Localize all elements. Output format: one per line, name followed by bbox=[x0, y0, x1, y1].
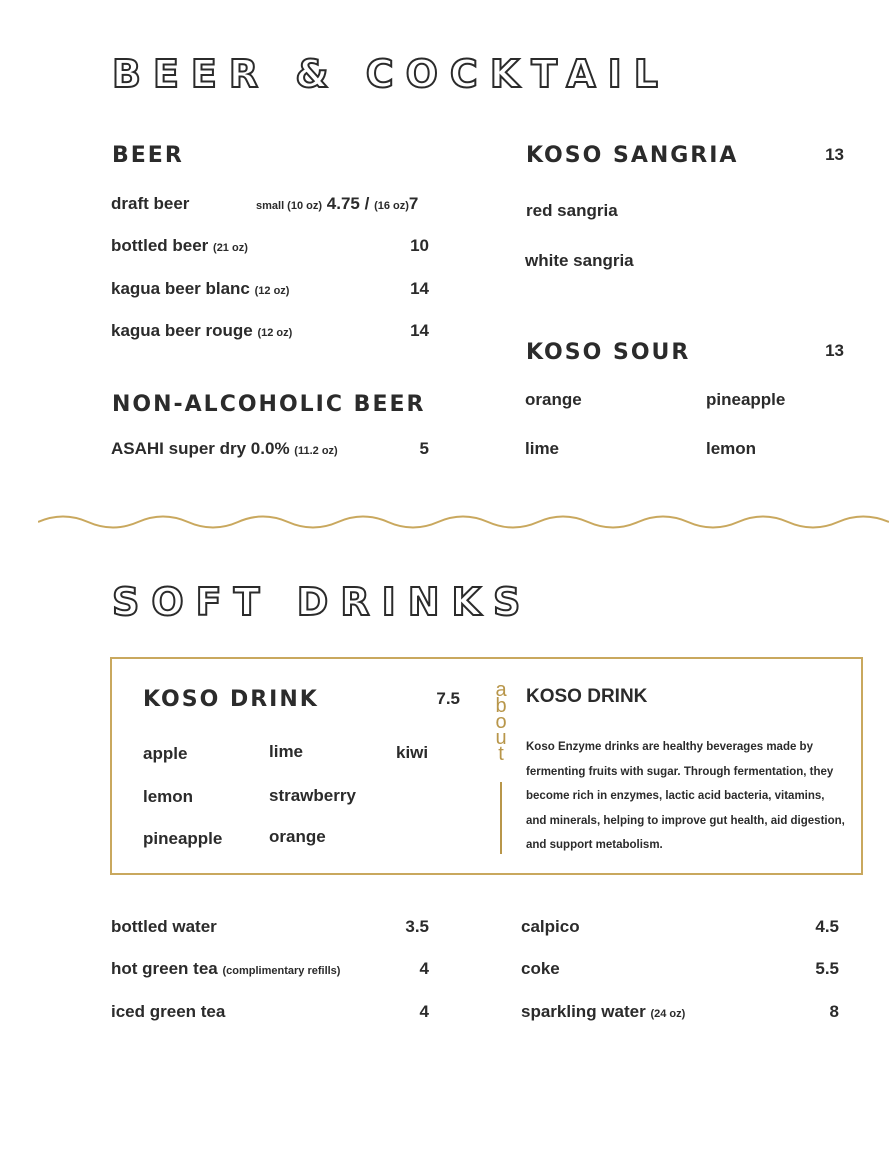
sour-item: orange bbox=[525, 390, 582, 409]
menu-item-price: 4 bbox=[419, 959, 429, 978]
soft-drinks-title: SOFT DRINKS bbox=[112, 580, 533, 624]
koso-sangria-heading: KOSO SANGRIA bbox=[526, 143, 739, 168]
menu-item-price: 5 bbox=[419, 439, 429, 458]
about-letter: a bbox=[495, 679, 507, 701]
menu-item-price: 10 bbox=[410, 236, 429, 255]
koso-flavor: apple bbox=[143, 744, 188, 763]
menu-item-price: 14 bbox=[410, 279, 429, 298]
menu-item bbox=[111, 279, 289, 299]
menu-item-note: (11.2 oz) bbox=[294, 445, 338, 457]
draft-large-note: (16 oz) bbox=[374, 200, 409, 212]
wave-divider bbox=[38, 510, 889, 534]
soft-drink-item bbox=[111, 1002, 225, 1022]
menu-item bbox=[111, 236, 248, 256]
koso-flavor: kiwi bbox=[396, 743, 429, 762]
menu-item-note: (12 oz) bbox=[254, 285, 290, 297]
menu-item bbox=[111, 439, 338, 459]
menu-item-price: 4 bbox=[419, 1002, 429, 1021]
menu-item-price: 8 bbox=[829, 1002, 839, 1021]
draft-beer-prices bbox=[256, 194, 418, 214]
sangria-item: red sangria bbox=[526, 201, 618, 220]
about-letter: o bbox=[495, 711, 507, 733]
menu-item-name: kagua beer blanc bbox=[111, 279, 250, 298]
menu-item-name: hot green tea bbox=[111, 959, 218, 978]
draft-small-note: small (10 oz) bbox=[256, 200, 323, 212]
koso-drink-price: 7.5 bbox=[436, 689, 460, 708]
about-letter: t bbox=[498, 743, 504, 765]
sour-item: lime bbox=[525, 439, 560, 458]
draft-small-price: 4.75 bbox=[326, 194, 360, 213]
about-label bbox=[493, 679, 509, 765]
menu-item-name: bottled water bbox=[111, 917, 217, 936]
about-divider-line bbox=[500, 782, 502, 854]
koso-flavor: strawberry bbox=[269, 786, 356, 805]
koso-flavor: pineapple bbox=[143, 829, 223, 848]
soft-drink-item bbox=[521, 1002, 685, 1022]
about-letter: b bbox=[495, 695, 507, 717]
menu-item-name: sparkling water bbox=[521, 1002, 646, 1021]
menu-item-note: (24 oz) bbox=[650, 1008, 686, 1020]
menu-item-name: kagua beer rouge bbox=[111, 321, 253, 340]
about-heading: KOSO DRINK bbox=[526, 686, 648, 707]
koso-sangria-price: 13 bbox=[825, 145, 844, 164]
menu-item-name: iced green tea bbox=[111, 1002, 226, 1021]
soft-drink-item bbox=[111, 959, 340, 979]
draft-separator: / bbox=[364, 194, 370, 213]
menu-item-price: 3.5 bbox=[405, 917, 429, 936]
menu-item-price: 14 bbox=[410, 321, 429, 340]
non-alcoholic-heading: NON-ALCOHOLIC BEER bbox=[112, 392, 426, 417]
page-title: BEER & COCKTAIL bbox=[112, 52, 670, 96]
koso-drink-heading: KOSO DRINK bbox=[143, 687, 319, 712]
menu-item-price: 4.5 bbox=[815, 917, 839, 936]
draft-large-price: 7 bbox=[408, 194, 419, 213]
koso-sour-heading: KOSO SOUR bbox=[526, 340, 691, 365]
koso-flavor: orange bbox=[269, 827, 326, 846]
menu-item-note: (21 oz) bbox=[213, 242, 248, 254]
menu-item-price: 5.5 bbox=[815, 959, 839, 978]
beer-heading: BEER bbox=[112, 143, 184, 168]
menu-item-name: ASAHI super dry 0.0% bbox=[111, 439, 290, 458]
sour-item: pineapple bbox=[706, 390, 786, 409]
sangria-item: white sangria bbox=[525, 251, 634, 270]
soft-drink-item bbox=[521, 917, 580, 937]
about-description: Koso Enzyme drinks are healthy beverages made by fermenting fruits with sugar. Through fermentation, they become rich in enzymes, lactic acid bacteria, vitamins, and minerals, helping to improve gut health, aid digestion, and support metabolism. bbox=[526, 741, 845, 851]
menu-item-name: calpico bbox=[521, 917, 580, 936]
koso-flavor: lime bbox=[269, 742, 304, 761]
about-letter: u bbox=[495, 727, 507, 749]
menu-item-note: (complimentary refills) bbox=[222, 965, 341, 977]
menu-item-name: coke bbox=[521, 959, 560, 978]
koso-sour-price: 13 bbox=[825, 341, 844, 360]
soft-drink-item bbox=[111, 917, 217, 937]
koso-flavor: lemon bbox=[143, 787, 194, 806]
soft-drink-item bbox=[521, 959, 560, 979]
menu-item bbox=[111, 321, 292, 341]
menu-item-note: (12 oz) bbox=[257, 327, 293, 339]
menu-item-name: bottled beer bbox=[111, 236, 209, 255]
draft-beer-label: draft beer bbox=[111, 194, 190, 213]
sour-item: lemon bbox=[706, 439, 757, 458]
